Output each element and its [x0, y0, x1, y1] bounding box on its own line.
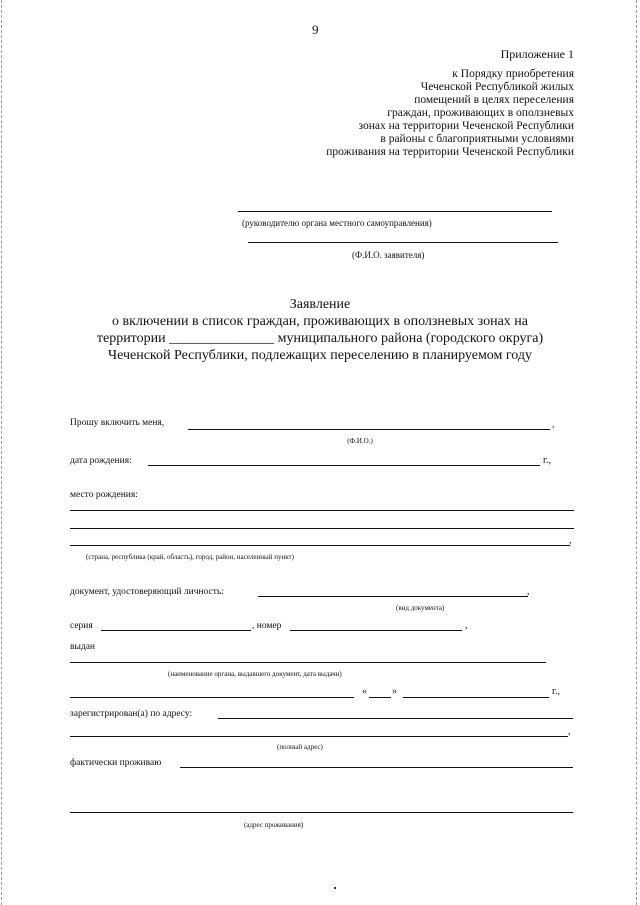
scan-speck — [334, 887, 336, 889]
appendix-reference-line: помещений в целях переселения — [414, 94, 574, 106]
head-name-line[interactable] — [238, 211, 552, 212]
birthdate-year-mark: г., — [543, 455, 551, 466]
id-document-field[interactable] — [258, 596, 528, 597]
head-caption: (руководителю органа местного самоуправления) — [242, 218, 432, 228]
issue-year-mark: г., — [552, 686, 560, 697]
fio-field[interactable] — [188, 429, 550, 430]
birthdate-field[interactable] — [148, 465, 540, 466]
page-number: 9 — [312, 22, 319, 37]
actual-address-field-2[interactable] — [70, 812, 573, 813]
series-label: серия — [70, 621, 93, 631]
number-field[interactable] — [290, 630, 462, 631]
scan-edge-right — [636, 0, 638, 905]
registered-comma: , — [568, 726, 571, 737]
appendix-reference-line: проживания на территории Чеченской Республики — [326, 146, 574, 158]
birthplace-label: место рождения: — [70, 490, 138, 500]
request-label: Прошу включить меня, — [70, 418, 165, 428]
date-quote-open: « — [362, 686, 367, 697]
number-comma: , — [465, 620, 468, 631]
applicant-name-line[interactable] — [248, 242, 558, 243]
registered-address-field[interactable] — [218, 718, 573, 719]
appendix-reference-line: зонах на территории Чеченской Республики — [358, 120, 574, 132]
birthplace-field-line-3[interactable] — [70, 545, 570, 546]
birthplace-field-line-2[interactable] — [70, 528, 574, 529]
issued-label: выдан — [70, 642, 96, 652]
number-label: , номер — [252, 621, 282, 631]
actual-residence-label: фактически проживаю — [70, 758, 162, 768]
doc-type-caption: (вид документа) — [396, 604, 445, 612]
issue-day-field[interactable] — [369, 697, 391, 698]
appendix-reference-line: к Порядку приобретения — [452, 68, 574, 80]
appendix-title: Приложение 1 — [500, 47, 574, 61]
birthplace-field-line-1[interactable] — [70, 510, 574, 511]
actual-address-field[interactable] — [180, 767, 573, 768]
appendix-reference-line: граждан, проживающих в оползневых — [387, 107, 574, 119]
scan-edge-left — [1, 0, 3, 905]
fio-caption: (Ф.И.О.) — [347, 437, 373, 445]
series-field[interactable] — [101, 630, 251, 631]
appendix-reference-line: в районы с благоприятными условиями — [380, 133, 574, 145]
id-document-comma: , — [527, 586, 530, 597]
registered-label: зарегистрирован(а) по адресу: — [70, 709, 193, 719]
fio-comma: , — [552, 419, 555, 430]
birthdate-label: дата рождения: — [70, 456, 132, 466]
issuer-caption: (наименование органа, выдавшего документ, дата выдачи) — [168, 670, 342, 678]
appendix-reference — [254, 68, 574, 159]
document-title: Заявление — [289, 297, 351, 312]
appendix-reference-line: Чеченской Республикой жилых — [420, 81, 574, 93]
id-document-label: документ, удостоверяющий личность: — [70, 587, 224, 597]
registered-address-field-2[interactable] — [70, 736, 568, 737]
date-quote-close: » — [392, 686, 397, 697]
heading-line: о включении в список граждан, проживающих в оползневых зонах на — [111, 314, 529, 329]
full-address-caption: (полный адрес) — [277, 743, 323, 751]
residence-caption: (адрес проживания) — [244, 821, 304, 829]
heading-line: Чеченской Республики, подлежащих переселению в планируемом году — [107, 348, 533, 363]
heading-line: территории _______________ муниципального района (городского округа) — [96, 331, 544, 346]
birthplace-comma: , — [569, 535, 572, 546]
issuer-field-continued[interactable] — [70, 697, 354, 698]
applicant-caption: (Ф.И.О. заявителя) — [352, 250, 425, 260]
issue-month-field[interactable] — [403, 697, 549, 698]
issuer-field[interactable] — [70, 662, 546, 663]
birthplace-caption: (страна, республика (край, область), город, район, населенный пункт) — [86, 553, 294, 561]
